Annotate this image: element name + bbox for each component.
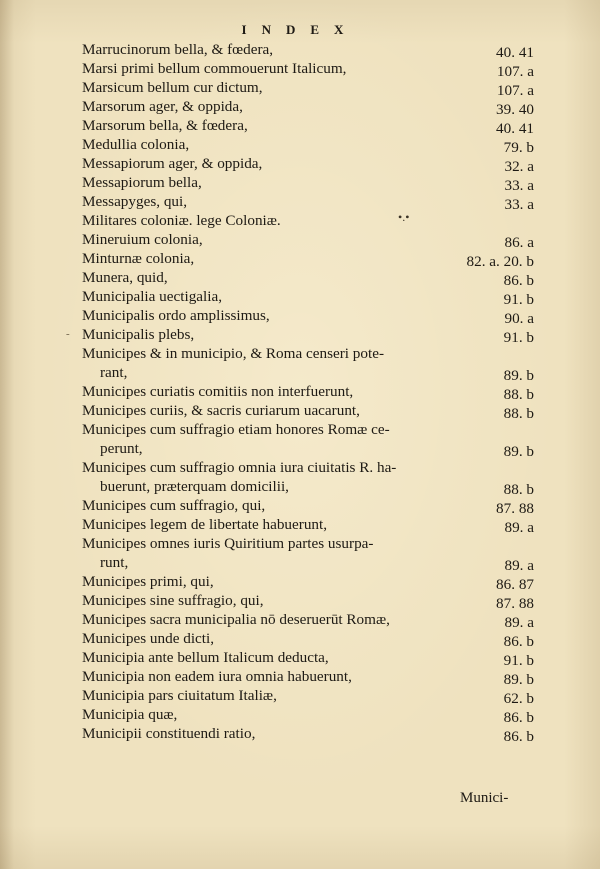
entry-page: 79. b bbox=[503, 139, 534, 156]
entry-page: 33. a bbox=[504, 196, 534, 213]
entry-term: Municipes legem de libertate habuerunt, bbox=[82, 516, 328, 533]
index-entry bbox=[82, 230, 534, 249]
entry-term: Municipia quæ, bbox=[82, 706, 178, 723]
entry-page: 90. a bbox=[504, 310, 534, 327]
entry-term: Medullia colonia, bbox=[82, 136, 190, 153]
entry-page: 40. 41 bbox=[496, 120, 534, 137]
entry-page: 40. 41 bbox=[496, 44, 534, 61]
index-entry bbox=[82, 97, 534, 116]
entry-term: Municipes sine suffragio, qui, bbox=[82, 592, 264, 609]
entry-term-line1: Municipes & in municipio, & Roma censeri pote- bbox=[82, 345, 385, 362]
entry-page: 87. 88 bbox=[496, 595, 534, 612]
entry-page: 62. b bbox=[503, 690, 534, 707]
entry-term-line2: rant, bbox=[100, 364, 128, 381]
entry-term-line1: Municipes cum suffragio omnia iura ciuitatis R. ha- bbox=[82, 459, 397, 476]
index-entry bbox=[82, 173, 534, 192]
entry-term-line2: runt, bbox=[100, 554, 129, 571]
index-entry bbox=[82, 705, 534, 724]
index-entry bbox=[82, 534, 534, 572]
entry-term: Municipes cum suffragio, qui, bbox=[82, 497, 266, 514]
entry-term: Marsorum ager, & oppida, bbox=[82, 98, 243, 115]
index-entry bbox=[82, 667, 534, 686]
entry-term: Marsi primi bellum commouerunt Italicum, bbox=[82, 60, 347, 77]
entry-term: Marrucinorum bella, & fœdera, bbox=[82, 41, 274, 58]
entry-term-line1: Municipes omnes iuris Quiritium partes usurpa- bbox=[82, 535, 374, 552]
entry-term: Messapiorum ager, & oppida, bbox=[82, 155, 263, 172]
index-entry bbox=[82, 648, 534, 667]
index-entry bbox=[82, 382, 534, 401]
index-entry bbox=[82, 515, 534, 534]
index-entry bbox=[82, 59, 534, 78]
entry-term: Municipalis ordo amplissimus, bbox=[82, 307, 270, 324]
margin-dash-mark: - bbox=[66, 328, 70, 340]
index-entry bbox=[82, 154, 534, 173]
index-entry bbox=[82, 116, 534, 135]
entry-term: Municipalia uectigalia, bbox=[82, 288, 223, 305]
entry-term bbox=[82, 344, 502, 382]
page-edge-shadow bbox=[0, 0, 14, 869]
entry-page: 86. b bbox=[503, 728, 534, 745]
entry-term: Municipalis plebs, bbox=[82, 326, 195, 343]
index-entry bbox=[82, 496, 534, 515]
entry-term: Municipes curiis, & sacris curiarum uacarunt, bbox=[82, 402, 360, 419]
entry-term: Messapiorum bella, bbox=[82, 174, 202, 191]
entry-term: Minturnæ colonia, bbox=[82, 250, 195, 267]
entry-term bbox=[82, 534, 502, 572]
index-entries bbox=[82, 40, 534, 743]
index-entry bbox=[82, 572, 534, 591]
index-entry bbox=[82, 724, 534, 743]
entry-term bbox=[82, 420, 502, 458]
index-entry bbox=[82, 629, 534, 648]
index-entry bbox=[82, 686, 534, 705]
entry-term: Municipia pars ciuitatum Italiæ, bbox=[82, 687, 277, 704]
entry-term: Marsicum bellum cur dictum, bbox=[82, 79, 263, 96]
entry-term: Munera, quid, bbox=[82, 269, 168, 286]
entry-page: 89. a bbox=[504, 614, 534, 631]
entry-term: Municipes primi, qui, bbox=[82, 573, 214, 590]
entry-page: 89. a bbox=[504, 557, 534, 574]
entry-page: 32. a bbox=[504, 158, 534, 175]
entry-page: 89. b bbox=[503, 443, 534, 460]
entry-page: 89. a bbox=[504, 519, 534, 536]
index-entry bbox=[82, 306, 534, 325]
index-entry bbox=[82, 268, 534, 287]
entry-term: Municipes unde dicti, bbox=[82, 630, 215, 647]
index-entry bbox=[82, 40, 534, 59]
entry-page: 82. a. 20. b bbox=[466, 253, 534, 270]
entry-term-line2: perunt, bbox=[100, 440, 143, 457]
catchword: Munici- bbox=[460, 790, 509, 806]
entry-term: Messapyges, qui, bbox=[82, 193, 188, 210]
entry-term-line2: buerunt, præterquam domicilii, bbox=[100, 478, 289, 495]
entry-page: 88. b bbox=[503, 405, 534, 422]
entry-page: 87. 88 bbox=[496, 500, 534, 517]
index-entry bbox=[82, 420, 534, 458]
entry-page: 86. b bbox=[503, 709, 534, 726]
entry-term: Municipes sacra municipalia nō deseruerūt Romæ, bbox=[82, 611, 390, 628]
entry-page: 107. a bbox=[496, 63, 534, 80]
entry-page: 88. b bbox=[503, 386, 534, 403]
entry-term: Municipii constituendi ratio, bbox=[82, 725, 256, 742]
index-entry bbox=[82, 458, 534, 496]
entry-page: 86. b bbox=[503, 633, 534, 650]
entry-term: Marsorum bella, & fœdera, bbox=[82, 117, 248, 134]
entry-term: Municipes curiatis comitiis non interfuerunt, bbox=[82, 383, 354, 400]
entry-page: 89. b bbox=[503, 367, 534, 384]
entry-page: 89. b bbox=[503, 671, 534, 688]
index-entry bbox=[82, 249, 534, 268]
entry-page: 91. b bbox=[503, 652, 534, 669]
index-entry bbox=[82, 192, 534, 211]
entry-page: 33. a bbox=[504, 177, 534, 194]
page-header: INDEX bbox=[241, 22, 359, 37]
entry-page: 107. a bbox=[496, 82, 534, 99]
index-entry bbox=[82, 78, 534, 97]
ink-speck-mark: •.• bbox=[398, 210, 410, 224]
entry-term bbox=[82, 458, 502, 496]
index-entry bbox=[82, 287, 534, 306]
index-entry bbox=[82, 401, 534, 420]
index-entry bbox=[82, 344, 534, 382]
entry-term: Mineruium colonia, bbox=[82, 231, 203, 248]
entry-page: 91. b bbox=[503, 329, 534, 346]
entry-term: Municipia ante bellum Italicum deducta, bbox=[82, 649, 329, 666]
entry-term: Militares coloniæ. lege Coloniæ. bbox=[82, 212, 281, 229]
index-entry bbox=[82, 135, 534, 154]
index-entry bbox=[82, 591, 534, 610]
entry-page: 91. b bbox=[503, 291, 534, 308]
index-entry bbox=[82, 325, 534, 344]
entry-page: 86. b bbox=[503, 272, 534, 289]
entry-page: 86. a bbox=[504, 234, 534, 251]
entry-page: 88. b bbox=[503, 481, 534, 498]
index-entry bbox=[82, 211, 534, 230]
entry-page: 39. 40 bbox=[496, 101, 534, 118]
index-entry bbox=[82, 610, 534, 629]
entry-page: 86. 87 bbox=[496, 576, 534, 593]
entry-term-line1: Municipes cum suffragio etiam honores Romæ ce- bbox=[82, 421, 390, 438]
entry-term: Municipia non eadem iura omnia habuerunt, bbox=[82, 668, 352, 685]
